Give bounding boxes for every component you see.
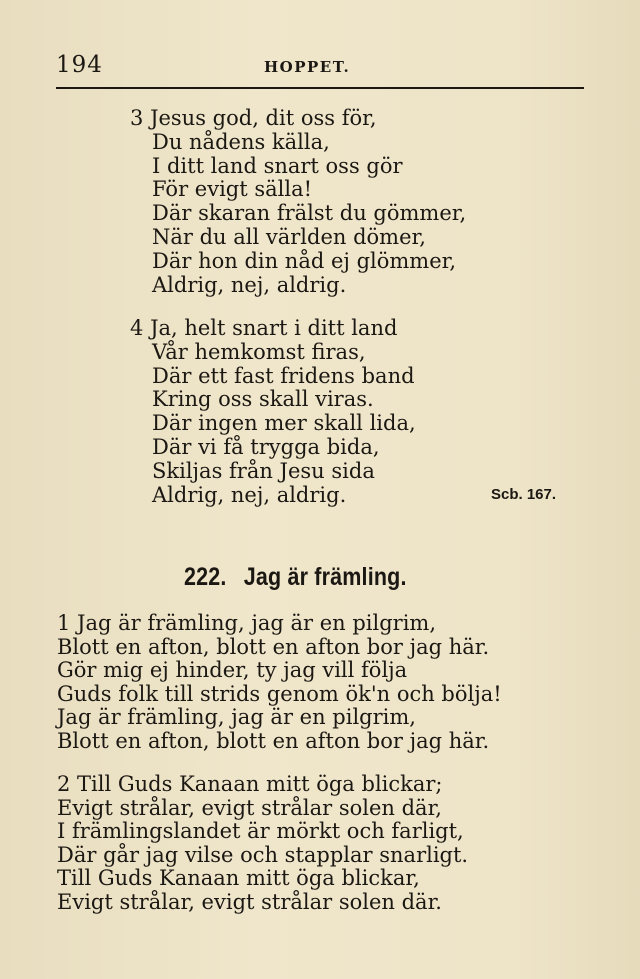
tune-reference: Sсb. 167. [491, 486, 557, 503]
stanza-line: 2 Till Guds Kanaan mitt öga blickar; [57, 772, 443, 796]
stanza-line: Blott en afton, blott en afton bor jag här. [57, 728, 490, 753]
stanza-line [130, 317, 416, 341]
stanza-line: Evigt strålar, evigt strålar solen där, [57, 795, 442, 820]
stanza-line: Blott en afton, blott en afton bor jag här. [57, 634, 490, 659]
running-head: HOPPET. [264, 58, 351, 76]
stanza-number: 3 [130, 106, 144, 130]
stanza-line: För evigt sälla! [152, 177, 313, 202]
stanza-line: Där går jag vilse och stapplar snarligt. [57, 842, 469, 867]
header-rule [56, 87, 584, 89]
stanza-line: I ditt land snart oss gör [152, 153, 403, 178]
stanza-line: Där skaran frälst du gömmer, [152, 201, 467, 226]
stanza-line: 1 Jag är främling, jag är en pilgrim, [57, 611, 436, 635]
stanza-line: Där hon din nåd ej glömmer, [152, 248, 457, 273]
hymn-heading [184, 563, 407, 592]
hymn-stanza-2 [57, 773, 468, 914]
stanza-line: Guds folk till strids genom ök'n och bölja! [57, 681, 502, 706]
stanza-line: Till Guds Kanaan mitt öga blickar, [57, 866, 420, 890]
page-header [56, 52, 584, 82]
stanza-line: Där vi få trygga bida, [152, 434, 380, 459]
stanza-3 [130, 107, 466, 297]
stanza-line: Vår hemkomst firas, [152, 339, 366, 364]
stanza-line [130, 107, 466, 131]
stanza-line: Där ett fast fridens band [152, 363, 415, 388]
stanza-line: Kring oss skall viras. [152, 387, 374, 412]
stanza-line-text: Jesus god, dit oss för, [150, 106, 377, 130]
stanza-line: Aldrig, nej, aldrig. [152, 272, 347, 297]
page-number: 194 [56, 52, 103, 78]
hymn-title: Jag är främling. [243, 563, 407, 591]
stanza-line: I främlingslandet är mörkt och farligt, [57, 819, 464, 843]
stanza-line: Jag är främling, jag är en pilgrim, [57, 705, 416, 729]
stanza-number: 4 [130, 316, 144, 340]
hymn-stanza-1 [57, 612, 502, 753]
hymn-number: 222. [184, 563, 227, 591]
stanza-line: Aldrig, nej, aldrig. [152, 482, 347, 507]
stanza-line: Du nådens källa, [152, 129, 330, 154]
stanza-line: Skiljas från Jesu sida [152, 458, 375, 483]
stanza-line: Evigt strålar, evigt strålar solen där. [57, 889, 442, 914]
stanza-line: Gör mig ej hinder, ty jag vill följa [57, 658, 408, 682]
stanza-4 [130, 317, 416, 507]
stanza-line: När du all världen dömer, [152, 224, 426, 249]
stanza-line: Där ingen mer skall lida, [152, 411, 416, 436]
stanza-line-text: Ja, helt snart i ditt land [150, 316, 398, 340]
